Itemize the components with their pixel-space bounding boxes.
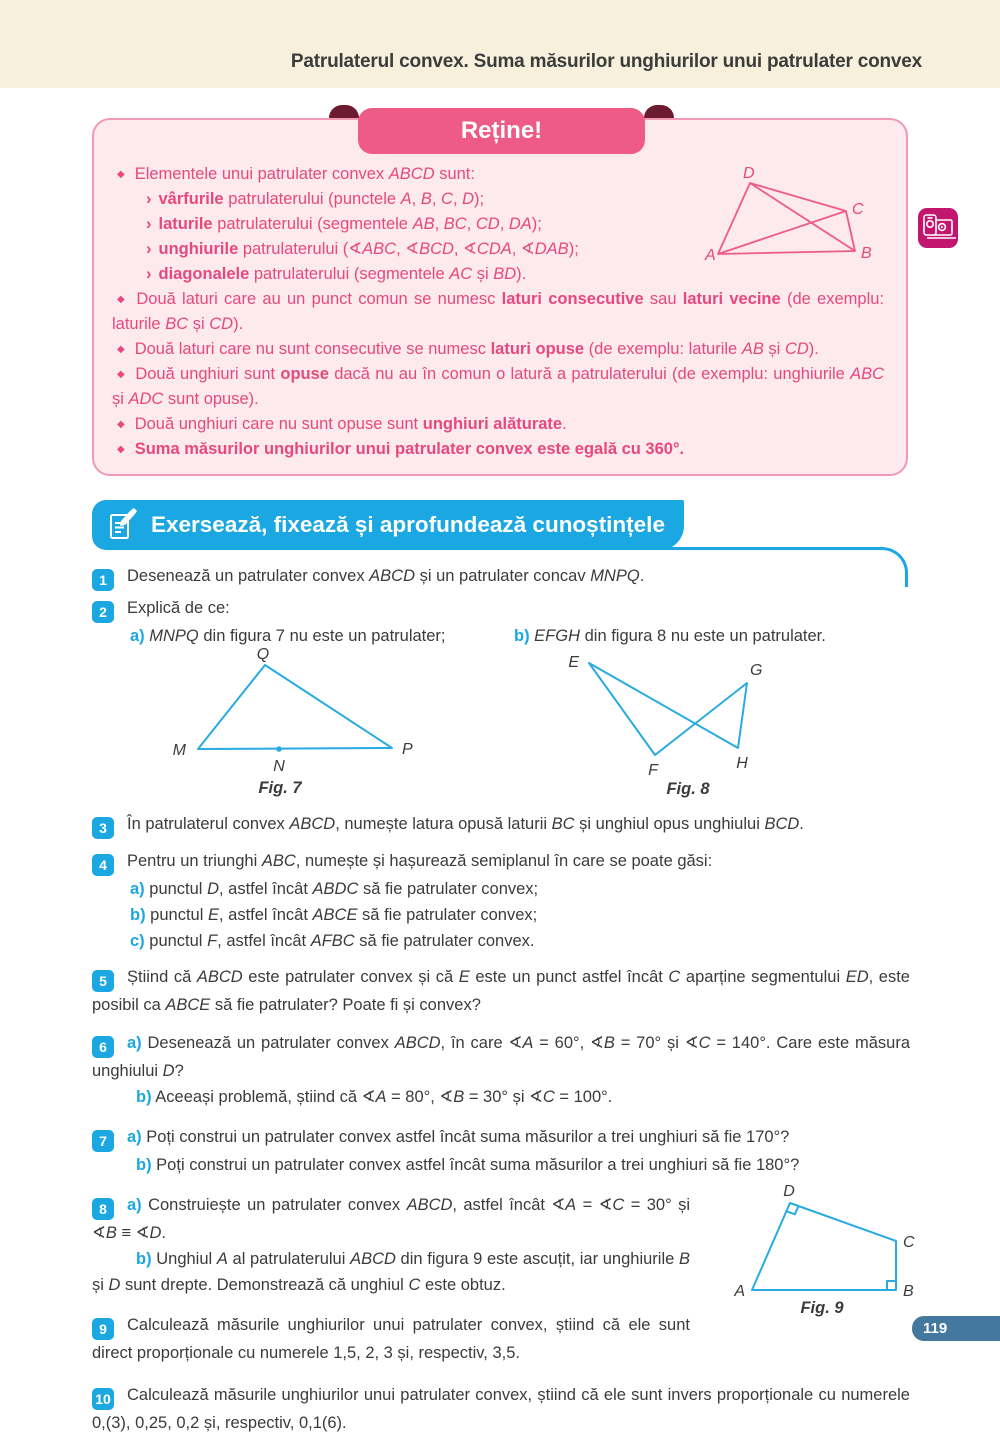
diamond-bullet-icon: ◆ — [117, 419, 125, 430]
exercise-number-badge: 3 — [92, 817, 114, 839]
page-number: 119 — [923, 1320, 948, 1337]
bullet-text: Două unghiuri care nu sunt opuse sunt unghiuri alăturate. — [134, 415, 567, 433]
exercise-number-badge: 5 — [92, 970, 114, 992]
retine-bullet — [112, 437, 884, 462]
part-a — [92, 876, 910, 902]
fig9-figure — [700, 1183, 915, 1318]
part-text: Aceeași problemă, știind că ∢A = 80°, ∢B = 30° și ∢C = 100°. — [155, 1088, 613, 1106]
fig7-figure — [155, 646, 455, 803]
exercise-text: În patrulaterul convex ABCD, numește latura opusă laturii BC și unghiul opus unghiului BCD. — [127, 815, 804, 833]
vertex-label-f: F — [648, 762, 658, 779]
exercise-number-badge: 8 — [92, 1198, 114, 1220]
part-a — [130, 623, 514, 649]
fig9-container — [700, 1183, 915, 1318]
exercise-number-badge: 2 — [92, 601, 114, 623]
bullet-text: Două laturi care nu sunt consecutive se numesc laturi opuse (de exemplu: laturile AB și CD). — [134, 340, 819, 358]
part-label: c) — [130, 932, 145, 950]
exercise-7 — [92, 1124, 910, 1152]
arrow-bullet-icon: › — [146, 240, 152, 258]
exercise-7-part-b — [92, 1152, 910, 1178]
chapter-title: Patrulaterul convex. Suma măsurilor unghiurilor unui patrulater convex — [290, 51, 922, 72]
sub-text: laturile patrulaterului (segmentele AB, BC, CD, DA); — [158, 215, 542, 233]
vertex-label-b: B — [861, 245, 872, 262]
banner-tail-line — [600, 547, 908, 587]
part-text: punctul E, astfel încât ABCE să fie patrulater convex; — [150, 906, 538, 924]
section-title: Exersează, fixează și aprofundează cunoștințele — [151, 512, 665, 537]
part-b — [514, 623, 826, 649]
part-text: punctul D, astfel încât ABDC să fie patrulater convex; — [149, 880, 539, 898]
part-text: Poți construi un patrulater convex astfel încât suma măsurilor a trei unghiuri să fie 180°? — [156, 1156, 800, 1174]
vertex-label-c: C — [852, 201, 864, 218]
bullet-text: Două unghiuri sunt opuse dacă nu au în comun o latură a patrulaterului (de exemplu: unghiurile ABC și ADC sunt opuse). — [112, 365, 884, 408]
exercise-2-parts — [92, 623, 910, 649]
part-label: a) — [127, 1128, 142, 1146]
arrow-bullet-icon: › — [146, 215, 152, 233]
part-label: a) — [130, 627, 145, 645]
sub-text: unghiurile patrulaterului (∢ABC, ∢BCD, ∢CDA, ∢DAB); — [158, 240, 579, 258]
exercise-number-badge: 10 — [92, 1388, 114, 1410]
retine-bullet-group — [112, 162, 692, 287]
vertex-label-e: E — [568, 654, 579, 671]
retine-bullet — [112, 412, 884, 437]
sub-text: vârfurile patrulaterului (punctele A, B, C, D); — [158, 190, 485, 208]
vertex-label-b: B — [903, 1283, 914, 1300]
retine-bullet — [112, 362, 884, 412]
exercise-text: Calculează măsurile unghiurilor unui patrulater convex, știind că ele sunt direct proporționale cu numerele 1,5, 2, 3 și, respectiv, 3,5. — [92, 1316, 690, 1362]
part-b — [92, 902, 910, 928]
diamond-bullet-icon: ◆ — [117, 344, 125, 355]
vertex-label-n: N — [273, 758, 285, 775]
part-label: b) — [136, 1250, 152, 1268]
exercise-number-badge: 4 — [92, 854, 114, 876]
fig7-caption: Fig. 7 — [258, 779, 302, 797]
tab-ear-right — [644, 105, 674, 118]
retine-box — [92, 103, 908, 476]
sub-text: diagonalele patrulaterului (segmentele AC și BD). — [158, 265, 527, 283]
part-label: b) — [130, 906, 146, 924]
vertex-label-q: Q — [256, 646, 270, 663]
diamond-bullet-icon: ◆ — [117, 294, 127, 305]
retine-content — [92, 118, 908, 476]
retine-bullet — [112, 287, 884, 337]
exercise-number-badge: 7 — [92, 1130, 114, 1152]
section-banner — [92, 500, 684, 550]
exercise-number-badge: 1 — [92, 569, 114, 591]
arrow-bullet-icon: › — [146, 265, 152, 283]
part-text: punctul F, astfel încât AFBC să fie patrulater convex. — [149, 932, 535, 950]
fig8-figure — [560, 653, 830, 803]
vertex-label-a: A — [734, 1283, 745, 1300]
arrow-bullet-icon: › — [146, 190, 152, 208]
exercise-text: Pentru un triunghi ABC, numește și hașurează semiplanul în care se poate găsi: — [127, 852, 713, 870]
part-text: MNPQ din figura 7 nu este un patrulater; — [149, 627, 446, 645]
retine-bullet — [112, 337, 884, 362]
part-label: a) — [130, 880, 145, 898]
part-label: b) — [136, 1088, 152, 1106]
exercise-text: Știind că ABCD este patrulater convex și că E este un punct astfel încât C aparține segmentului ED, este posibil ca ABCE să fie patrulater? Poate fi și convex? — [92, 968, 910, 1014]
exercise-text: Calculează măsurile unghiurilor unui patrulater convex, știind că ele sunt invers proporționale cu numerele 0,(3), 0,25, 0,2 și, respectiv, 0,1(6). — [92, 1386, 910, 1432]
retine-sub-item — [112, 237, 692, 262]
vertex-label-p: P — [402, 741, 413, 758]
part-text: Construiește un patrulater convex ABCD, astfel încât ∢A = ∢C = 30° și ∢B ≡ ∢D. — [92, 1196, 690, 1242]
part-text: Desenează un patrulater convex ABCD, în care ∢A = 60°, ∢B = 70° și ∢C = 140°. Care este măsura unghiului D? — [92, 1034, 910, 1080]
page-number-badge — [912, 1316, 1000, 1341]
fig9-caption: Fig. 9 — [800, 1299, 844, 1317]
vertex-label-m: M — [172, 742, 186, 759]
tab-ear-left — [329, 105, 359, 118]
retine-bullet — [112, 162, 692, 187]
part-label: b) — [514, 627, 530, 645]
diamond-bullet-icon: ◆ — [117, 169, 125, 180]
exercise-3 — [92, 811, 910, 839]
fig8-caption: Fig. 8 — [666, 780, 710, 798]
part-text: Poți construi un patrulater convex astfel încât suma măsurilor a trei unghiuri să fie 170°? — [146, 1128, 790, 1146]
vertex-label-d: D — [783, 1183, 795, 1200]
exercise-6 — [92, 1030, 910, 1084]
retine-sub-item — [112, 212, 692, 237]
vertex-label-a: A — [705, 247, 716, 264]
figures-row — [92, 646, 910, 803]
page-header — [0, 0, 1000, 88]
retine-sub-item — [112, 262, 692, 287]
part-text: Unghiul A al patrulaterului ABCD din figura 9 este ascuțit, iar unghiurile B și D sunt drepte. Demonstrează că unghiul C este obtuz. — [92, 1250, 690, 1294]
vertex-label-d: D — [743, 165, 755, 182]
quadrilateral-abcd-figure — [685, 166, 890, 266]
bullet-text: Două laturi care au un punct comun se numesc laturi consecutive sau laturi vecine (de exemplu: laturile BC și CD). — [112, 290, 884, 333]
diamond-bullet-icon: ◆ — [117, 369, 126, 380]
part-c — [92, 928, 910, 954]
vertex-label-g: G — [750, 662, 763, 679]
exercise-5 — [92, 964, 910, 1018]
exercise-2 — [92, 595, 910, 623]
exercise-list — [92, 560, 915, 1436]
exercise-8 — [92, 1183, 915, 1317]
diamond-bullet-icon: ◆ — [117, 444, 125, 455]
digital-resources-icon[interactable] — [918, 208, 958, 248]
exercise-text: Desenează un patrulater convex ABCD și un patrulater concav MNPQ. — [127, 567, 645, 585]
exercise-number-badge: 6 — [92, 1036, 114, 1058]
exercise-6-part-b — [92, 1084, 910, 1110]
exercise-9 — [92, 1312, 910, 1366]
bullet-text: Suma măsurilor unghiurilor unui patrulater convex este egală cu 360°. — [134, 440, 685, 458]
pencil-document-icon — [108, 508, 138, 542]
exercise-4 — [92, 848, 910, 876]
part-label: b) — [136, 1156, 152, 1174]
bullet-text: Elementele unui patrulater convex ABCD sunt: — [134, 165, 475, 183]
retine-tab: Reține! — [358, 108, 645, 154]
exercise-text: Explică de ce: — [127, 599, 230, 617]
part-text: EFGH din figura 8 nu este un patrulater. — [534, 627, 826, 645]
part-label: a) — [127, 1196, 142, 1214]
exercise-10 — [92, 1382, 910, 1436]
part-label: a) — [127, 1034, 142, 1052]
exercise-number-badge: 9 — [92, 1318, 114, 1340]
retine-sub-item — [112, 187, 692, 212]
vertex-label-c: C — [903, 1234, 915, 1251]
vertex-label-h: H — [736, 755, 748, 772]
